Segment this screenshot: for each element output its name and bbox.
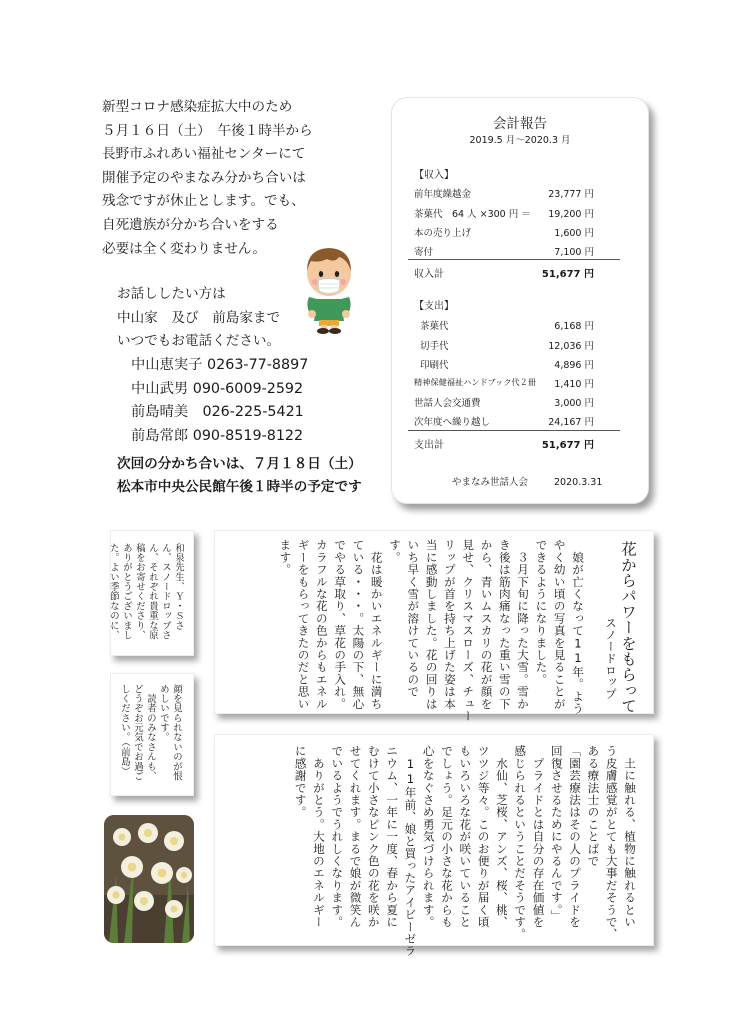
closing-text <box>118 684 183 781</box>
next-meeting-notice <box>117 453 362 498</box>
contact-intro-line: いつでもお電話ください。 <box>117 333 281 350</box>
essay-card-part2 <box>214 734 654 958</box>
essay-column: プライドとは自分の存在価値を <box>531 745 546 928</box>
essay-column: 回復させるためにやるんです。」 <box>549 745 564 923</box>
phone-entry: 前島晴美 026-225-5421 <box>131 404 304 421</box>
contact-intro-line: お話ししたい方は <box>117 286 226 302</box>
financial-report-card <box>391 97 649 504</box>
expense-row <box>414 395 594 408</box>
expense-row <box>414 318 594 331</box>
daffodil-photo <box>104 815 194 943</box>
essay-column: 花は暖かいエネルギーに満ち <box>369 539 384 710</box>
expense-label: 次年度へ繰り越し <box>414 417 491 428</box>
closing-column: めしいです。 <box>158 684 169 743</box>
income-amount: 19,200 円 <box>548 209 594 220</box>
essay-column: 「園芸療法はその人のプライドを <box>568 745 583 928</box>
thanks-text <box>107 543 185 640</box>
notice-text <box>102 96 332 261</box>
expense-total-label: 支出計 <box>414 440 444 451</box>
essay-column: から、青いムスカリの花が顔を <box>479 539 494 710</box>
income-row <box>414 244 594 257</box>
essay-column: いち早く雪が溶けているので <box>406 539 421 698</box>
expense-total-amount: 51,677 円 <box>541 440 594 451</box>
income-total-row <box>414 265 594 278</box>
phone-entry: 中山恵実子 0263-77-8897 <box>131 357 309 373</box>
masked-boy-illustration <box>297 241 361 334</box>
income-header: 【収入】 <box>414 170 454 181</box>
contact-intro-line: 中山家 及び 前島家まで <box>117 309 281 326</box>
phone-list <box>131 354 308 448</box>
expense-row <box>414 338 594 351</box>
closing-column: 顔を見られないのが恨 <box>171 684 182 781</box>
notice-line: ５月１６日（土） 午後１時半から <box>102 122 313 139</box>
expense-row <box>414 357 594 370</box>
next-meeting-line: 次回の分かち合いは、７月１８日（土） <box>117 456 362 472</box>
closing-column: 読者のみなさんも、 <box>145 684 156 781</box>
income-label: 茶菓代 64 人 ×300 円 ＝ <box>414 209 531 220</box>
income-amount: 23,777 円 <box>548 189 594 200</box>
essay-column: に感謝です。 <box>293 745 308 819</box>
report-footer <box>452 474 602 488</box>
essay-column: 当に感動しました。花の回りは <box>424 539 439 710</box>
expense-amount: 24,167 円 <box>548 417 594 428</box>
thanks-column: 和泉先生、Ｙ・Ｓさ <box>173 543 184 631</box>
income-row <box>414 225 594 238</box>
income-amount: 1,600 円 <box>554 228 594 239</box>
essay-column: ある療法士のことばで <box>586 745 601 867</box>
essay-title: 花からパワーをもらって <box>619 541 637 714</box>
expense-amount: 6,168 円 <box>554 321 594 332</box>
essay-column: ありがとう。大地のエネルギー <box>311 745 326 928</box>
essay-column: むけて小さなピンク色の花を咲か <box>366 745 381 928</box>
essay-column: き後は筋肉痛なった重い雪の下 <box>497 539 512 710</box>
notice-line: 長野市ふれあい福祉センターにて <box>102 146 306 163</box>
essay-column: でしょう。足元の小さな花からも <box>440 745 455 928</box>
essay-column: ツツジ等々。このお便りが届く頃 <box>476 745 491 928</box>
essay-column: 感じられるということだそうです。 <box>513 745 528 941</box>
divider <box>408 430 620 431</box>
thanks-column: ん、それぞれ貴重な原 <box>147 543 158 640</box>
essay-column: リップが首を持ち上げた姿は本 <box>442 539 457 710</box>
divider <box>408 259 620 260</box>
phone-entry: 中山武男 090-6009-2592 <box>131 380 304 397</box>
essay-column: ます。 <box>278 539 293 576</box>
closing-column: しください。（前島） <box>119 684 130 777</box>
report-period: 2019.5 月〜2020.3 月 <box>469 135 571 146</box>
essay-column: 土に触れる、植物に触れるとい <box>623 745 637 928</box>
essay-column: 水仙、芝桜、アンズ、桜、桃、 <box>494 745 509 928</box>
expense-label: 茶菓代 <box>420 321 449 332</box>
thanks-column: た。よい季節なのに、 <box>108 543 119 640</box>
income-total-label: 収入計 <box>414 269 444 280</box>
closing-column: どうぞお元気でお過ご <box>132 684 143 781</box>
expense-amount: 3,000 円 <box>554 398 594 409</box>
essay-column: ３月下旬に降った大雪。雪か <box>516 539 531 710</box>
essay-column: う皮膚感覚がとても大事だそうで、 <box>604 745 619 941</box>
expense-label: 世話人会交通費 <box>414 398 481 409</box>
expense-amount: 1,410 円 <box>554 379 594 390</box>
essay-column: ニウム、一年に一度、春から夏に <box>385 745 400 928</box>
income-row <box>414 186 594 199</box>
essay-column: もいろいろな花が咲いていること <box>458 745 473 928</box>
expense-row <box>414 414 594 427</box>
income-amount: 7,100 円 <box>554 247 594 258</box>
report-title: 会計報告 <box>493 116 547 132</box>
expense-label: 印刷代 <box>420 360 449 371</box>
contact-intro <box>117 283 280 354</box>
expense-header: 【支出】 <box>414 301 454 312</box>
essay-column: カラフルな花の色からもエネル <box>314 539 329 710</box>
thanks-column: 稿をお寄せくださり、 <box>134 543 145 640</box>
next-meeting-line: 松本市中央公民館午後１時半の予定です <box>117 478 362 495</box>
notice-line: 必要は全く変わりません。 <box>102 240 266 257</box>
thanks-column: ん、スノードロップさ <box>160 543 171 640</box>
phone-entry: 前島常郎 090-8519-8122 <box>131 427 304 444</box>
notice-line: 自死遺族が分かち合いをする <box>102 216 279 233</box>
essay-column: ギーをもらってきたのだと思い <box>296 539 311 710</box>
expense-label: 精神保健福祉ハンドブック代２冊 <box>414 377 536 387</box>
essay-body-part1 <box>276 539 587 722</box>
essay-column: ている・・・。太陽の下、無心 <box>351 539 366 710</box>
income-row <box>414 206 594 219</box>
notice-line: 新型コロナ感染症拡大中のため <box>102 99 293 115</box>
essay-author: スノードロップ <box>604 617 618 700</box>
closing-card <box>110 673 194 796</box>
essay-column: 心をなぐさめ勇気づけられます。 <box>421 745 436 928</box>
expense-total-row <box>414 436 594 449</box>
expense-label: 切手代 <box>420 341 449 352</box>
thanks-card <box>110 530 194 656</box>
expense-amount: 4,896 円 <box>554 360 594 371</box>
notice-line: 残念ですが休止とします。でも、 <box>102 193 305 210</box>
income-label: 前年度繰越金 <box>414 189 472 200</box>
report-date: 2020.3.31 <box>554 477 603 488</box>
income-total-amount: 51,677 円 <box>541 269 594 280</box>
essay-column: 娘が亡くなって11年。よう <box>571 539 585 715</box>
expense-amount: 12,036 円 <box>548 341 594 352</box>
essay-column: できるようになりました。 <box>534 539 549 686</box>
essay-column: でいるようでうれしくなります。 <box>330 745 345 928</box>
expense-row <box>414 376 594 389</box>
report-organization: やまなみ世話人会 <box>452 477 529 488</box>
notice-line: 開催予定のやまなみ分かち合いは <box>102 169 306 186</box>
essay-card-part1 <box>214 530 654 722</box>
essay-column: でやる草取り、草花の手入れ。 <box>333 539 348 710</box>
essay-column: せてくれます。まるで娘が微笑ん <box>348 745 363 928</box>
income-label: 寄付 <box>414 247 434 258</box>
income-label: 本の売り上げ <box>414 228 472 239</box>
essay-column: 11年前、娘と買ったアイビーゼラ <box>403 745 418 958</box>
essay-column: やく幼い頃の写真を見ることが <box>552 539 567 710</box>
thanks-column: ありがとうございまし <box>121 543 132 640</box>
essay-body-part2 <box>291 745 639 957</box>
essay-column: 見せ、クリスマスローズ、チュー <box>461 539 476 722</box>
essay-column: す。 <box>388 539 403 564</box>
